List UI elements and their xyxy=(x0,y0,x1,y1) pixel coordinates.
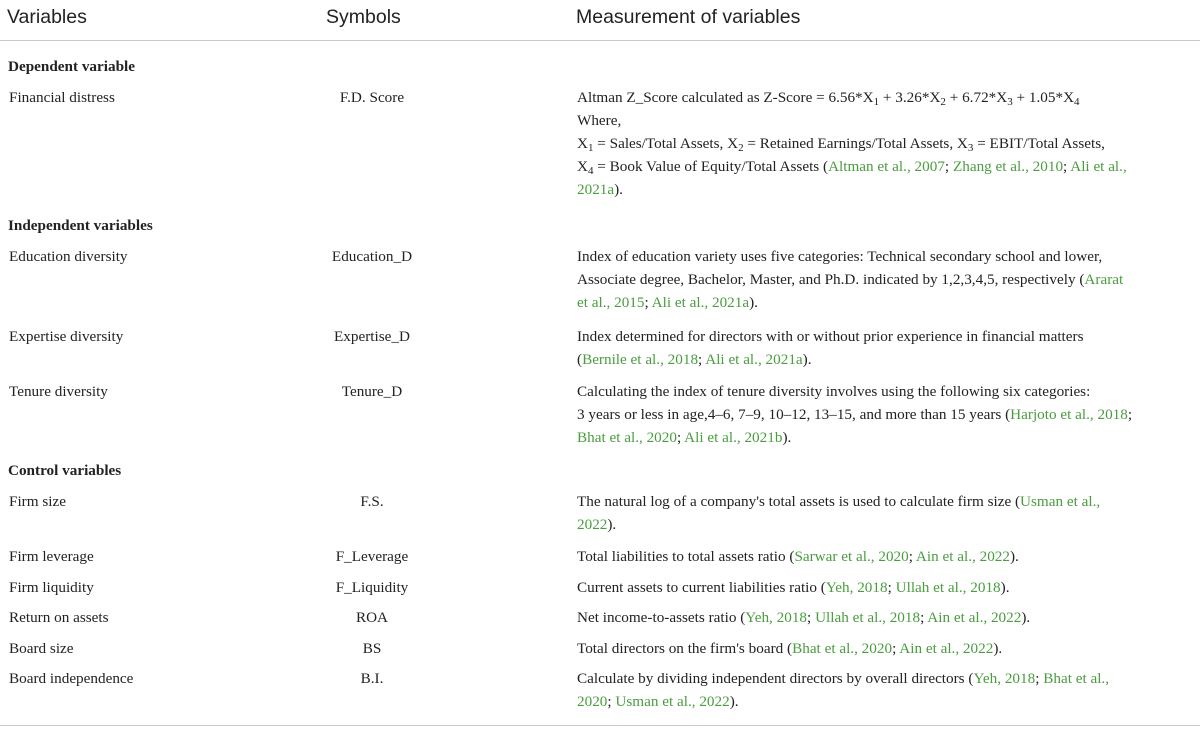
measurement-text: Altman Z_Score calculated as Z-Score = $6.56*X_1 + 3.26*X_2 + 6.72*X_3 + 1.05*X_4$ Where, $X_1$ = Sales/Total Assets, $X_2$ = Retained Earnings/Total Assets, $X_3$ = EBIT/Total Assets, $X_4$ = Book Value of Equity/Total Assets (Altman et al., 2007; Zhang et al., 2010; Ali et al., 2021a). xyxy=(577,89,1127,198)
variable-symbol: F_Liquidity xyxy=(335,579,409,596)
measurement-text: Calculate by dividing independent directors by overall directors (Yeh, 2018; Bhat et al., 2020; Usman et al., 2022). xyxy=(577,670,1110,710)
variable-symbol: F_Leverage xyxy=(335,548,409,565)
citation-link[interactable]: Sarwar et al., 2020 xyxy=(794,548,909,565)
citation-link[interactable]: Usman et al., xyxy=(1020,493,1101,510)
section-dependent: Dependent variable xyxy=(8,58,135,75)
bottom-rule xyxy=(0,725,1200,726)
citation-link[interactable]: Yeh, 2018 xyxy=(973,670,1036,687)
citation-link[interactable]: Harjoto et al., 2018 xyxy=(1010,406,1128,423)
table-header xyxy=(0,0,1200,41)
variable-name: Board size xyxy=(9,640,74,657)
citation-link[interactable]: Zhang et al., 2010 xyxy=(952,158,1064,175)
variable-symbol: Expertise_D xyxy=(334,328,410,345)
variable-name: Expertise diversity xyxy=(9,328,124,345)
citation-link[interactable]: Bhat et al., 2020 xyxy=(577,429,677,446)
citation-link[interactable]: 2020 xyxy=(577,693,608,710)
citation-link[interactable]: et al., 2015 xyxy=(577,294,645,311)
citation-link[interactable]: Bernile et al., 2018 xyxy=(582,351,699,368)
measurement-text: Total directors on the firm's board (Bhat et al., 2020; Ain et al., 2022). xyxy=(577,640,1003,657)
header-symbols: Symbols xyxy=(326,6,401,28)
variable-symbol: F.S. xyxy=(360,493,384,510)
header-measurement: Measurement of variables xyxy=(576,6,801,28)
citation-link[interactable]: Bhat et al., 2020 xyxy=(792,640,893,657)
measurement-text: Total liabilities to total assets ratio (Sarwar et al., 2020; Ain et al., 2022). xyxy=(577,548,1019,565)
citation-link[interactable]: Ararat xyxy=(1084,271,1124,288)
variable-name: Board independence xyxy=(9,670,134,687)
variable-symbol: BS xyxy=(362,640,382,657)
header-variables: Variables xyxy=(7,6,87,28)
section-control: Control variables xyxy=(8,462,122,479)
citation-link[interactable]: Usman et al., 2022 xyxy=(615,693,730,710)
citation-link[interactable]: Ain et al., 2022 xyxy=(915,548,1010,565)
variable-name: Return on assets xyxy=(9,609,109,626)
citation-link[interactable]: Bhat et al., xyxy=(1043,670,1110,687)
section-independent: Independent variables xyxy=(8,217,153,234)
measurement-text: Net income-to-assets ratio (Yeh, 2018; Ullah et al., 2018; Ain et al., 2022). xyxy=(577,609,1031,626)
citation-link[interactable]: Ullah et al., 2018 xyxy=(895,579,1001,596)
variable-name: Firm liquidity xyxy=(9,579,94,596)
citation-link[interactable]: Ain et al., 2022 xyxy=(899,640,994,657)
measurement-text: Index of education variety uses five categories: Technical secondary school and lower, Associate degree, Bachelor, Master, and Ph.D. indicated by 1,2,3,4,5, respectively (Ararat et al., 2015; Ali et al., 2021a). xyxy=(577,248,1124,311)
measurement-text: Index determined for directors with or without prior experience in financial matters (Bernile et al., 2018; Ali et al., 2021a). xyxy=(577,328,1084,368)
citation-link[interactable]: Ali et al., xyxy=(1070,158,1127,175)
citation-link[interactable]: Yeh, 2018 xyxy=(825,579,888,596)
citation-link[interactable]: Altman et al., 2007 xyxy=(828,158,945,175)
citation-link[interactable]: Yeh, 2018 xyxy=(745,609,808,626)
measurement-text: Current assets to current liabilities ratio (Yeh, 2018; Ullah et al., 2018). xyxy=(577,579,1010,596)
citation-link[interactable]: Ullah et al., 2018 xyxy=(815,609,921,626)
variable-symbol: B.I. xyxy=(360,670,384,687)
variable-symbol: Education_D xyxy=(331,248,413,265)
variable-name: Education diversity xyxy=(9,248,128,265)
citation-link[interactable]: Ain et al., 2022 xyxy=(927,609,1022,626)
citation-link[interactable]: Ali et al., 2021b xyxy=(684,429,783,446)
citation-link[interactable]: Ali et al., 2021a xyxy=(705,351,803,368)
citation-link[interactable]: 2021a xyxy=(577,181,615,198)
variable-symbol: F.D. Score xyxy=(339,89,405,106)
citation-link[interactable]: Ali et al., 2021a xyxy=(651,294,750,311)
measurement-text: Calculating the index of tenure diversity involves using the following six categories: 3 years or less in age,4–6, 7–9, 10–12, 13–15, and more than 15 years (Harjoto et al., 2018; Bhat et al., 2020; Ali et al., 2021b). xyxy=(577,383,1133,446)
variable-symbol: ROA xyxy=(355,609,389,626)
variable-symbol: Tenure_D xyxy=(341,383,403,400)
variable-name: Financial distress xyxy=(9,89,115,106)
measurement-text: The natural log of a company's total assets is used to calculate firm size (Usman et al., 2022). xyxy=(577,493,1101,533)
variable-name: Firm leverage xyxy=(9,548,94,565)
citation-link[interactable]: 2022 xyxy=(577,516,608,533)
variable-name: Firm size xyxy=(9,493,66,510)
variable-name: Tenure diversity xyxy=(9,383,108,400)
